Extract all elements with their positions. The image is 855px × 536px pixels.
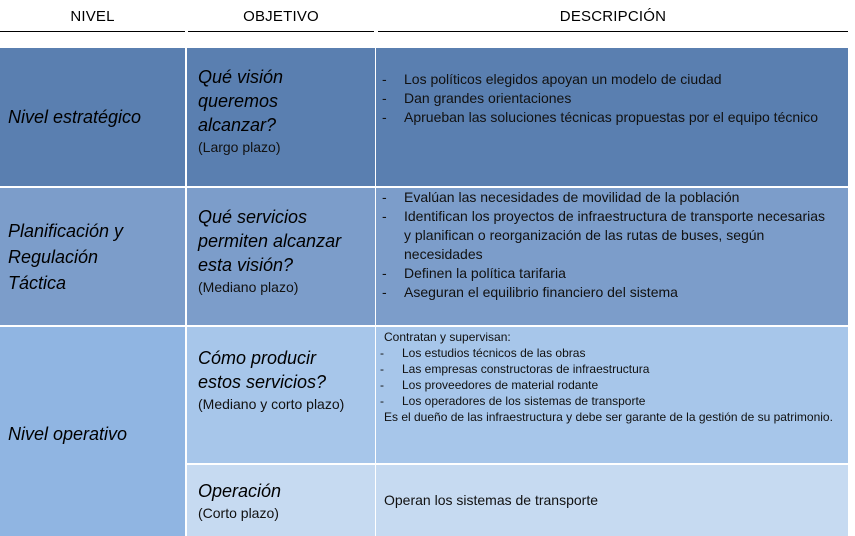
header-descripcion: DESCRIPCIÓN <box>559 8 667 25</box>
description-item: - Definen la política tarifaria <box>376 264 830 283</box>
description-item: - Los políticos elegidos apoyan un modelo de ciudad <box>376 70 820 89</box>
description-list <box>376 345 840 409</box>
description-item: - Los proveedores de material rodante <box>376 377 840 393</box>
description-outro: Es el dueño de las infraestructura y debe ser garante de la gestión de su patrimonio. <box>384 410 833 424</box>
objective-term: (Mediano plazo) <box>198 279 299 295</box>
level-cell-operativo <box>0 327 185 536</box>
description-item: - Evalúan las necesidades de movilidad de la población <box>376 188 830 207</box>
description-list <box>376 70 820 127</box>
level-cell-tactica <box>0 188 185 325</box>
level-label: Nivel estratégico <box>8 107 142 127</box>
description-item: - Las empresas constructoras de infraestructura <box>376 361 840 377</box>
objective-cell-operacion <box>187 465 375 536</box>
description-cell-tactica <box>376 188 848 325</box>
objective-cell-tactica <box>187 188 375 325</box>
description-item: - Dan grandes orientaciones <box>376 89 820 108</box>
description-item: - Aseguran el equilibrio financiero del sistema <box>376 283 830 302</box>
level-label: Planificación y Regulación Táctica <box>8 220 124 293</box>
level-label: Nivel operativo <box>8 423 128 444</box>
objective-question: Qué visión queremos alcanzar? <box>198 67 284 135</box>
objective-term: (Largo plazo) <box>198 139 281 155</box>
description-list <box>376 188 830 302</box>
description-item: - Aprueban las soluciones técnicas propuestas por el equipo técnico <box>376 108 820 127</box>
header-underline-descripcion <box>378 31 848 32</box>
level-cell-estrategico <box>0 48 185 186</box>
objective-question: Qué servicios permiten alcanzar esta visión? <box>198 207 342 275</box>
header-underline-objetivo <box>188 31 374 32</box>
objective-cell-operativo <box>187 327 375 463</box>
objective-cell-estrategico <box>187 48 375 186</box>
header-nivel: NIVEL <box>70 8 115 25</box>
header-underline-nivel <box>0 31 185 32</box>
objective-question: Operación <box>198 481 282 501</box>
description-item: - Los operadores de los sistemas de transporte <box>376 393 840 409</box>
description-item: - Los estudios técnicos de las obras <box>376 345 840 361</box>
description-cell-operativo <box>376 327 848 463</box>
description-text: Operan los sistemas de transporte <box>384 492 598 508</box>
description-cell-operacion <box>376 465 848 536</box>
objective-question: Cómo producir estos servicios? <box>198 348 327 392</box>
description-intro: Contratan y supervisan: <box>384 330 511 344</box>
objective-term: (Mediano y corto plazo) <box>198 396 345 412</box>
description-item: - Identifican los proyectos de infraestructura de transporte necesarias y planifican o reorganización de las rutas de buses, según necesidades <box>376 207 830 264</box>
header-objetivo: OBJETIVO <box>243 8 319 25</box>
description-cell-estrategico <box>376 48 848 186</box>
objective-term: (Corto plazo) <box>198 505 279 521</box>
